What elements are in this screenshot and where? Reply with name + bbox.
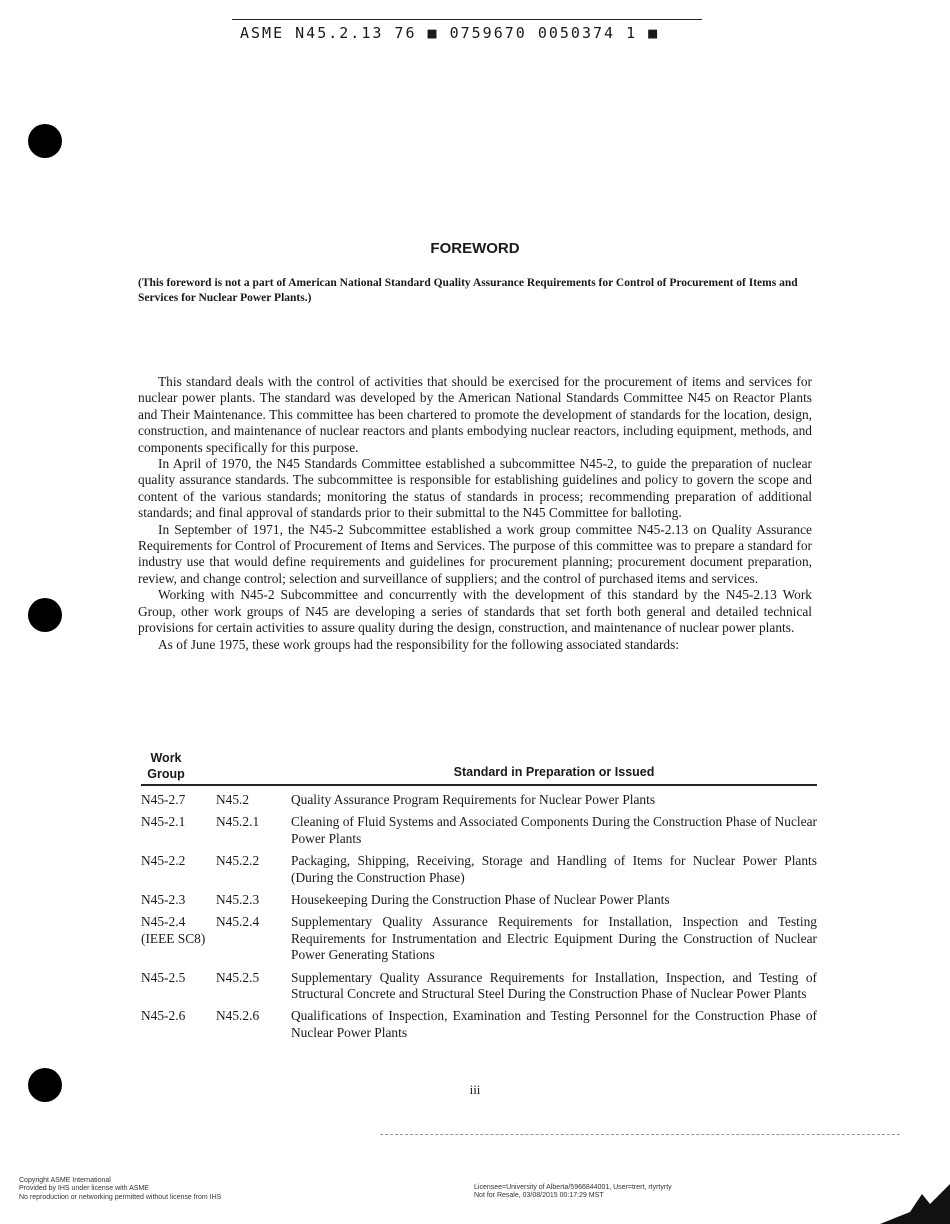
standard-id-cell: N45.2.3 [216, 892, 260, 908]
paragraph: In April of 1970, the N45 Standards Committee established a subcommittee N45-2, to guide the preparation of nuclear quality assurance standards. The subcommittee is responsible for establishing guidelines and policy to govern the scope and content of the various standards; monitoring the status of standards in process; recommending preparation of additional standards; and final approval of standards prior to their submittal to the N45 Committee for balloting. [138, 456, 812, 521]
standard-id-cell: N45.2.6 [216, 1008, 260, 1024]
work-group-id: N45-2.5 [141, 969, 186, 985]
work-group-cell [141, 792, 221, 808]
standard-id-cell: N45.2.5 [216, 969, 260, 985]
copyright-footer [19, 1177, 221, 1202]
standard-title-cell: Housekeeping During the Construction Phase of Nuclear Power Plants [291, 892, 670, 908]
table-row [141, 892, 817, 908]
standard-id-cell: N45.2.2 [216, 853, 260, 869]
work-group-id: N45-2.1 [141, 814, 186, 830]
paragraph: In September of 1971, the N45-2 Subcommittee established a work group committee N45-2.13 on Quality Assurance Requirements for Control of Procurement of Items and Services. The purpose of this committee was to prepare a standard for industry use that would define requirements and guidelines for procurement planning; procurement document preparation, review, and change control; selection and surveillance of suppliers; and the control of purchased items and services. [138, 521, 812, 586]
work-group-cell [141, 892, 221, 908]
page-number: iii [469, 1082, 481, 1097]
foreword-body [138, 374, 812, 653]
corner-scan-mark [860, 1174, 950, 1224]
column-header-standard: Standard in Preparation or Issued [453, 765, 655, 779]
work-group-cell [141, 914, 221, 947]
paragraph: As of June 1975, these work groups had the responsibility for the following associated standards: [158, 636, 680, 652]
work-group-affiliation: (IEEE SC8) [141, 930, 206, 946]
standard-title-cell: Cleaning of Fluid Systems and Associated Components During the Construction Phase of Nuclear Power Plants [291, 814, 817, 846]
work-group-cell [141, 853, 221, 869]
table-row [141, 914, 817, 963]
standard-id-cell: N45.2.1 [216, 814, 260, 830]
work-group-id: N45-2.4 [141, 914, 186, 930]
table-row [141, 853, 817, 886]
work-group-cell [141, 1008, 221, 1024]
footer-line: No reproduction or networking permitted without license from IHS [19, 1193, 222, 1201]
table-row [141, 792, 817, 808]
footer-line: Licensee=University of Alberta/5966844001, User=trert, rtyrtyrty [474, 1184, 672, 1191]
table-row [141, 814, 817, 847]
footer-line: Copyright ASME International [19, 1177, 111, 1184]
binder-hole-top [28, 124, 62, 158]
work-group-id: N45-2.3 [141, 892, 186, 908]
work-group-id: N45-2.2 [141, 853, 186, 869]
standard-title-cell: Qualifications of Inspection, Examination and Testing Personnel for the Construction Phase of Nuclear Power Plants [291, 1008, 817, 1040]
document-code: ASME N45.2.13 76 ■ 0759670 0050374 1 ■ [240, 24, 660, 42]
column-header-line: Work [150, 751, 182, 765]
scan-artifact-line [380, 1134, 900, 1135]
footer-line: Not for Resale, 03/08/2015 00:17:29 MST [474, 1192, 604, 1200]
footer-line: Provided by IHS under license with ASME [19, 1185, 149, 1193]
binder-hole-middle [28, 598, 62, 632]
standard-id-cell: N45.2 [216, 792, 250, 807]
standard-title-cell: Supplementary Quality Assurance Requirements for Installation, Inspection and Testing Requirements for Instrumentation and Electric Equipment During the Construction of Nuclear Power Generating Stations [291, 914, 817, 963]
standard-title-cell: Packaging, Shipping, Receiving, Storage and Handling of Items for Nuclear Power Plants (During the Construction Phase) [291, 853, 817, 885]
table-row [141, 1008, 817, 1041]
column-header-line: Group [147, 767, 185, 781]
foreword-note: (This foreword is not a part of American National Standard Quality Assurance Requirements for Control of Procurement of Items and Services for Nuclear Power Plants.) [138, 277, 798, 304]
standard-title-cell: Supplementary Quality Assurance Requirements for Installation, Inspection, and Testing of Structural Concrete and Structural Steel During the Construction Phase of Nuclear Power Plants [291, 969, 817, 1002]
column-header-work-group [141, 750, 191, 782]
work-group-cell [141, 814, 221, 830]
work-group-id: N45-2.7 [141, 792, 186, 807]
license-footer [474, 1184, 672, 1201]
standard-title-cell: Quality Assurance Program Requirements for Nuclear Power Plants [291, 792, 656, 807]
page-title: FOREWORD [430, 240, 520, 257]
table-row [141, 970, 817, 1003]
standard-id-cell: N45.2.4 [216, 914, 260, 930]
table-header [141, 750, 817, 786]
work-group-id: N45-2.6 [141, 1008, 186, 1024]
standards-table [141, 750, 817, 1041]
paragraph: This standard deals with the control of activities that should be exercised for the procurement of items and services for nuclear power plants. The standard was developed by the American National Standards Committee N45 on Reactor Plants and Their Maintenance. This committee has been chartered to promote the development of standards for the location, design, construction, and maintenance of nuclear reactors and plants embodying nuclear reactors, including equipment, methods, and components specifically for this purpose. [138, 374, 812, 455]
header-rule [232, 19, 702, 20]
work-group-cell [141, 970, 221, 986]
paragraph: Working with N45-2 Subcommittee and concurrently with the development of this standard by the N45-2.13 Work Group, other work groups of N45 are developing a series of standards that set forth both general and detailed technical provisions for certain activities to assure quality during the design, construction, and maintenance of nuclear power plants. [138, 587, 812, 636]
